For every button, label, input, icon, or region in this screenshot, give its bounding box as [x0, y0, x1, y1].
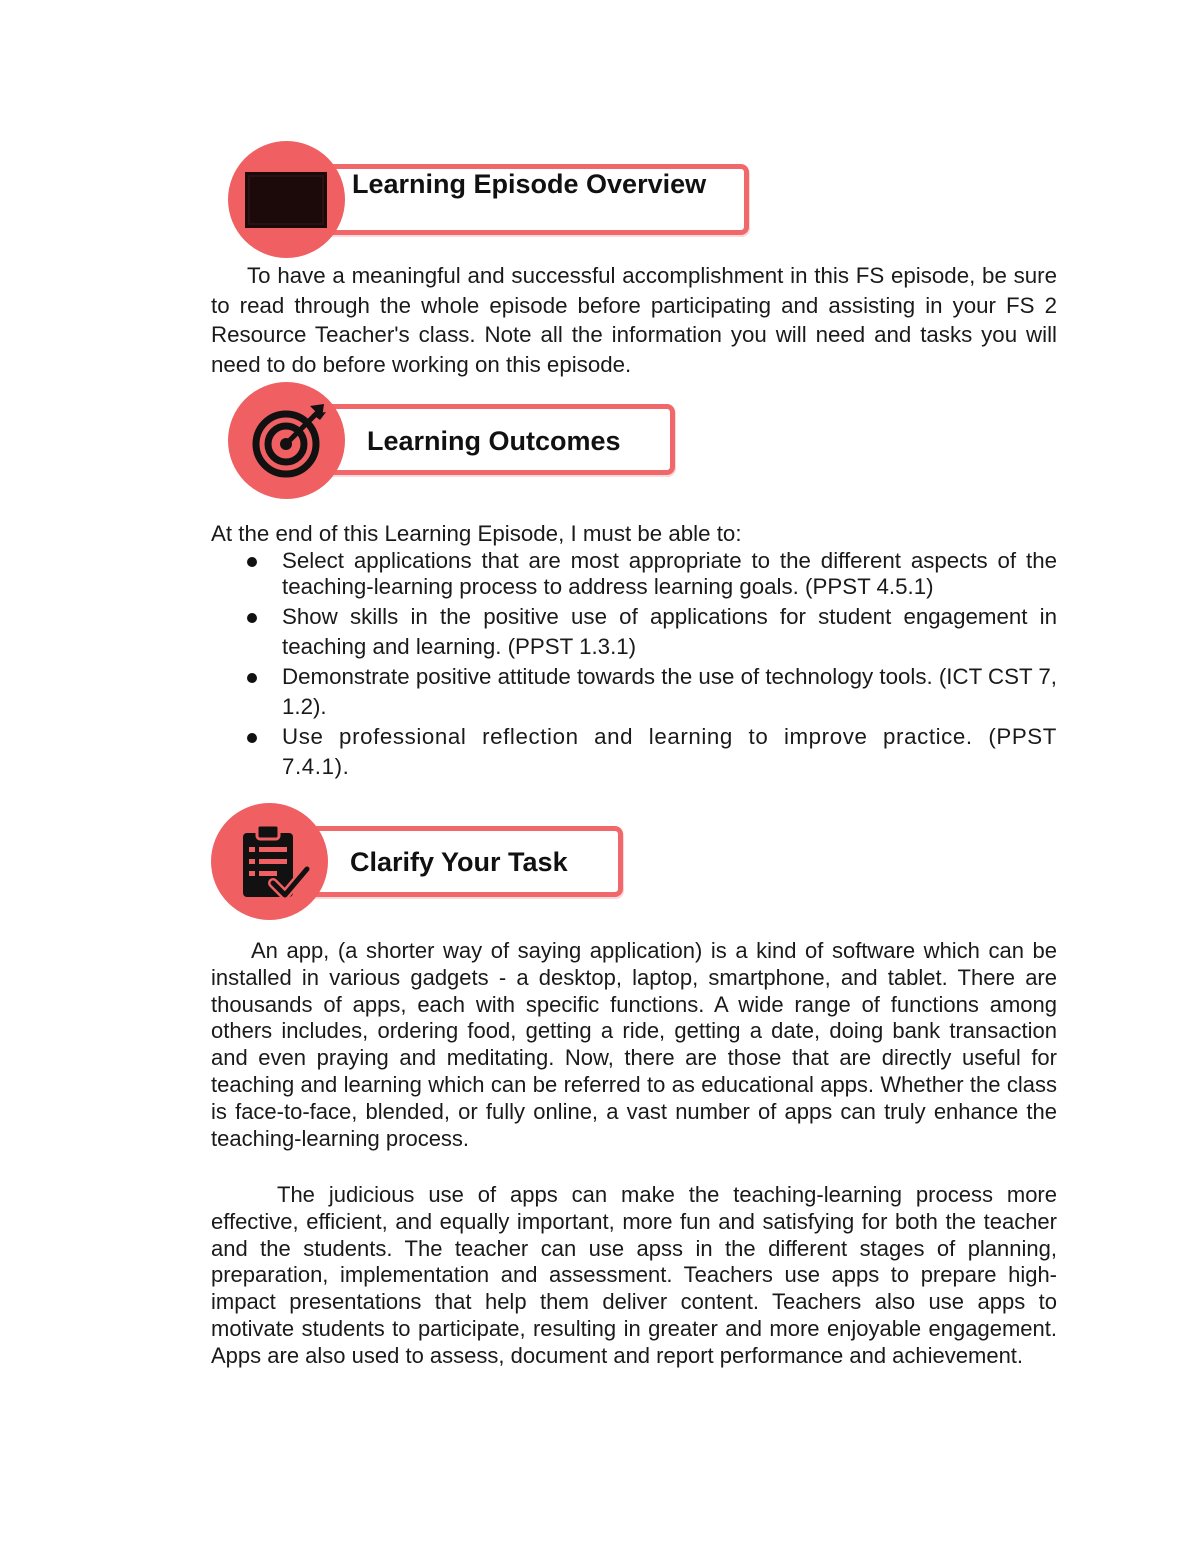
outcome-text: Show skills in the positive use of applications for student engagement in teaching and learning. (PPST 1.3.1) — [282, 604, 1057, 659]
bullet-icon — [247, 733, 257, 743]
outcome-text: Select applications that are most appropriate to the different aspects of the teaching-learning process to address learning goals. (PPST 4.5.1) — [282, 548, 1057, 599]
list-item — [211, 662, 1057, 722]
black-box-icon — [245, 172, 327, 228]
overview-title: Learning Episode Overview — [352, 169, 707, 199]
task-paragraph-1: An app, (a shorter way of saying application) is a kind of software which can be installed in various gadgets - a desktop, laptop, smartphone, and tablet. There are thousands of apps, each with specific functions. A wide range of functions among others includes, ordering food, getting a ride, getting a date, doing bank transaction and even praying and meditating. Now, there are those that are directly useful for teaching and learning which can be referred to as educational apps. Whether the class is face-to-face, blended, or fully online, a vast number of apps can truly enhance the teaching-learning process. — [211, 938, 1057, 1151]
list-item — [211, 722, 1057, 782]
overview-paragraph: To have a meaningful and successful accomplishment in this FS episode, be sure to read through the whole episode before participating and assisting in your FS 2 Resource Teacher's class. Note all the information you will need and tasks you will need to do before working on this episode. — [211, 263, 1057, 378]
outcome-text: Demonstrate positive attitude towards the use of technology tools. (ICT CST 7, 1.2). — [282, 664, 1058, 719]
list-item — [211, 602, 1057, 662]
bullet-icon — [247, 673, 257, 683]
outcomes-title: Learning Outcomes — [367, 426, 621, 456]
task-icon-circle — [211, 803, 328, 920]
list-item — [211, 548, 1057, 600]
task-title: Clarify Your Task — [350, 847, 568, 877]
clipboard-check-icon — [239, 823, 311, 903]
outcomes-icon-circle — [228, 382, 345, 499]
bullet-icon — [247, 613, 257, 623]
task-paragraph-2: The judicious use of apps can make the teaching-learning process more effective, efficient, and equally important, more fun and satisfying for both the teacher and the students. The teacher can use apss in the different stages of planning, preparation, implementation and assessment. Teachers use apps to prepare high-impact presentations that help them deliver content. Teachers also use apps to motivate students to participate, resulting in greater and more enjoyable engagement. Apps are also used to assess, document and report performance and achievement. — [211, 1182, 1057, 1368]
overview-icon-circle — [228, 141, 345, 258]
outcomes-list — [211, 548, 1057, 782]
outcomes-intro: At the end of this Learning Episode, I must be able to: — [211, 521, 742, 546]
bullet-icon — [247, 557, 257, 567]
target-arrow-icon — [250, 400, 330, 480]
outcome-text: Use professional reflection and learning to improve practice. (PPST 7.4.1). — [282, 724, 1057, 779]
